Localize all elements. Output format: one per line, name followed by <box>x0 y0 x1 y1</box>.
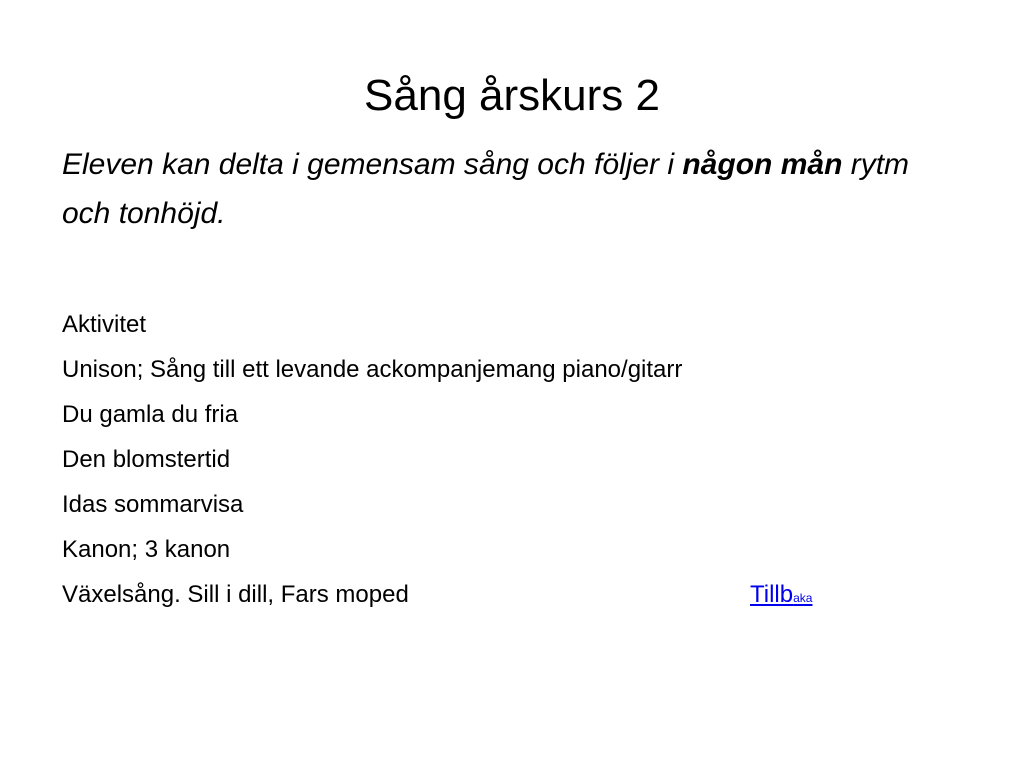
list-item: Unison; Sång till ett levande ackompanjemang piano/gitarr <box>62 356 683 383</box>
back-link[interactable] <box>750 574 812 619</box>
list-item: Du gamla du fria <box>62 401 239 428</box>
learning-objective <box>62 140 962 238</box>
activity-heading: Aktivitet <box>62 311 147 338</box>
slide-title: Sång årskurs 2 <box>364 71 660 120</box>
objective-text-3: rytm och tonhöjd. <box>62 148 910 230</box>
back-link-text: Tillb <box>750 581 794 608</box>
objective-text-1: Eleven kan delta i gemensam sång och följer i <box>62 148 683 181</box>
list-item: Idas sommarvisa <box>62 491 244 518</box>
back-link-text-small: aka <box>793 591 813 605</box>
objective-text-2 <box>772 148 780 181</box>
objective-emphasis-2: mån <box>780 148 843 181</box>
activity-list <box>62 304 962 619</box>
list-item: Kanon; 3 kanon <box>62 536 231 563</box>
objective-emphasis-1: någon <box>682 148 773 181</box>
list-item: Växelsång. Sill i dill, Fars moped <box>62 581 409 608</box>
list-item: Den blomstertid <box>62 446 231 473</box>
